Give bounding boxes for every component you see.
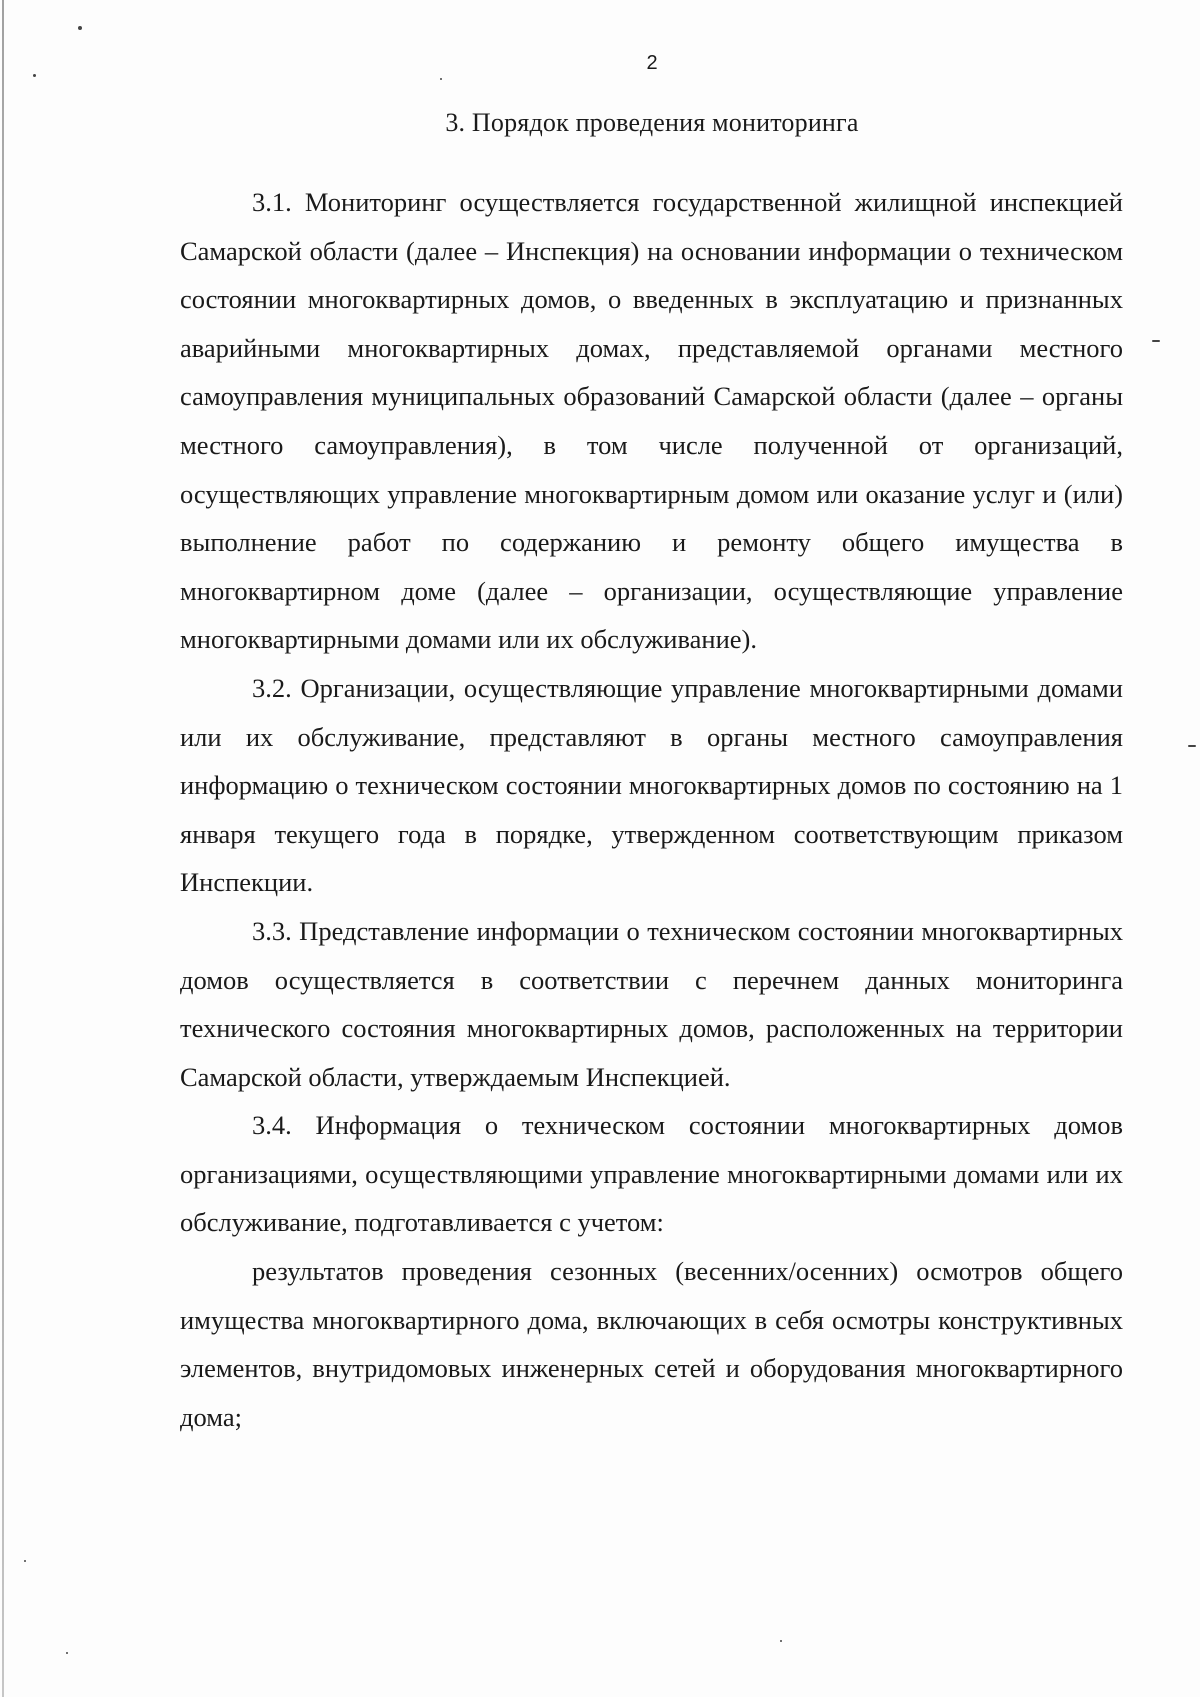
paragraph-3-4-item-1: результатов проведения сезонных (весенних/осенних) осмотров общего имущества многоквартирного дома, включающих в себя осмотры конструктивных элементов, внутридомовых инженерных сетей и оборудования многоквартирного дома; [180, 1256, 1123, 1432]
document-body [180, 178, 1123, 1441]
paragraph-3-3: 3.3. Представление информации о техническом состоянии многоквартирных домов осуществляется в соответствии с перечнем данных мониторинга технического состояния многоквартирных домов, расположенных на территории Самарской области, утверждаемым Инспекцией. [180, 915, 1123, 1092]
scan-speck [33, 74, 36, 77]
scan-speck [440, 78, 442, 80]
scan-speck [78, 26, 82, 30]
page-number: 2 [646, 52, 658, 74]
paragraph-3-1: 3.1. Мониторинг осуществляется государственной жилищной инспекцией Самарской области (далее – Инспекция) на основании информации о техническом состоянии многоквартирных домов, о введенных в эксплуатацию и признанных аварийными многоквартирных домах, представляемой органами местного самоуправления муниципальных образований Самарской области (далее – органы местного самоуправления), в том числе полученной от организаций, осуществляющих управление многоквартирным домом или оказание услуг и (или) выполнение работ по содержанию и ремонту общего имущества в многоквартирном доме (далее – организации, осуществляющие управление многоквартирными домами или их обслуживание). [180, 187, 1123, 655]
paragraph-3-4: 3.4. Информация о техническом состоянии многоквартирных домов организациями, осуществляющими управление многоквартирными домами или их обслуживание, подготавливается с учетом: [180, 1110, 1123, 1238]
section-title: 3. Порядок проведения мониторинга [445, 108, 859, 137]
scan-speck [780, 1640, 782, 1642]
scan-speck [1152, 340, 1160, 342]
scan-speck [24, 1560, 26, 1562]
scan-speck [66, 1652, 68, 1654]
paragraph-3-2: 3.2. Организации, осуществляющие управление многоквартирными домами или их обслуживание, представляют в органы местного самоуправления информацию о техническом состоянии многоквартирных домов по состоянию на 1 января текущего года в порядке, утвержденном соответствующим приказом Инспекции. [180, 672, 1123, 898]
scan-edge-shadow [2, 0, 4, 1697]
scan-speck [1188, 745, 1196, 747]
